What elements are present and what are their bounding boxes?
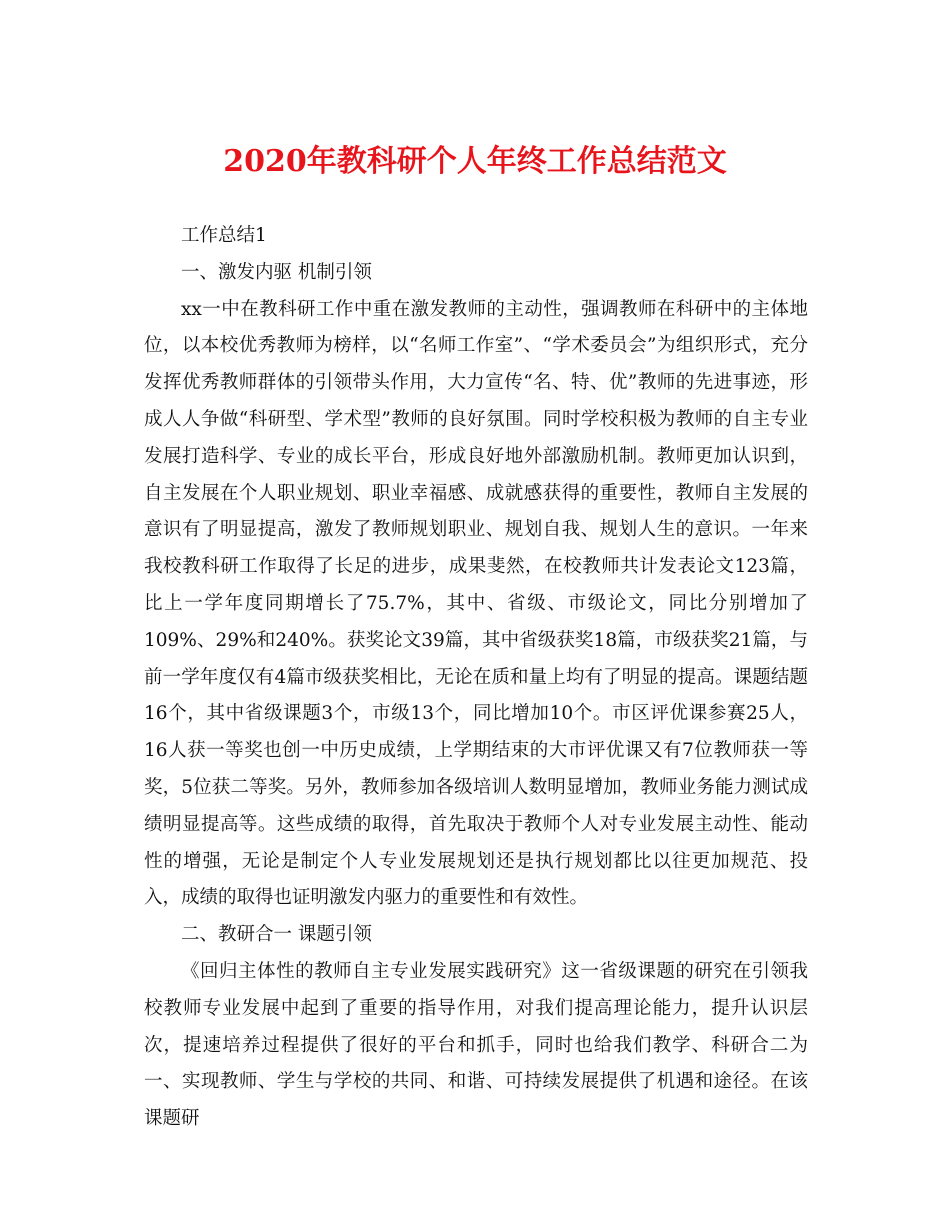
document-title: 2020年教科研个人年终工作总结范文 xyxy=(223,144,727,179)
section-heading-2: 二、教研合一 课题引领 xyxy=(181,924,372,946)
paragraph-summary-heading: 工作总结1 xyxy=(181,225,267,246)
document-body xyxy=(144,218,808,1138)
paragraph-section-2: 《回归主体性的教师自主专业发展实践研究》这一省级课题的研究在引领我校教师专业发展中起到了重要的指导作用，对我们提高理论能力，提升认识层次，提速培养过程提供了很好的平台和抓手，同时也给我们教学、科研合二为一、实现教师、学生与学校的共同、和谐、可持续发展提供了机遇和途径。在该课题研 xyxy=(144,960,808,1130)
paragraph-section-1: xx一中在教科研工作中重在激发教师的主动性，强调教师在科研中的主体地位，以本校优秀教师为榜样，以“名师工作室”、“学术委员会”为组织形式，充分发挥优秀教师群体的引领带头作用，大力宣传“名、特、优”教师的先进事迹，形成人人争做“科研型、学术型”教师的良好氛围。同时学校积极为教师的自主专业发展打造科学、专业的成长平台，形成良好地外部激励机制。教师更加认识到，自主发展在个人职业规划、职业幸福感、成就感获得的重要性，教师自主发展的意识有了明显提高，激发了教师规划职业、规划自我、规划人生的意识。一年来我校教科研工作取得了长足的进步，成果斐然，在校教师共计发表论文123篇，比上一学年度同期增长了75.7%，其中、省级、市级论文，同比分别增加了109%、29%和240%。获奖论文39篇，其中省级获奖18篇，市级获奖21篇，与前一学年度仅有4篇市级获奖相比，无论在质和量上均有了明显的提高。课题结题16个，其中省级课题3个，市级13个，同比增加10个。市区评优课参赛25人，16人获一等奖也创一中历史成绩，上学期结束的大市评优课又有7位教师获一等奖，5位获二等奖。另外，教师参加各级培训人数明显增加，教师业务能力测试成绩明显提高等。这些成绩的取得，首先取决于教师个人对专业发展主动性、能动性的增强，无论是制定个人专业发展规划还是执行规划都比以往更加规范、投入，成绩的取得也证明激发内驱力的重要性和有效性。 xyxy=(144,298,808,909)
section-heading-1: 一、激发内驱 机制引领 xyxy=(181,261,372,283)
